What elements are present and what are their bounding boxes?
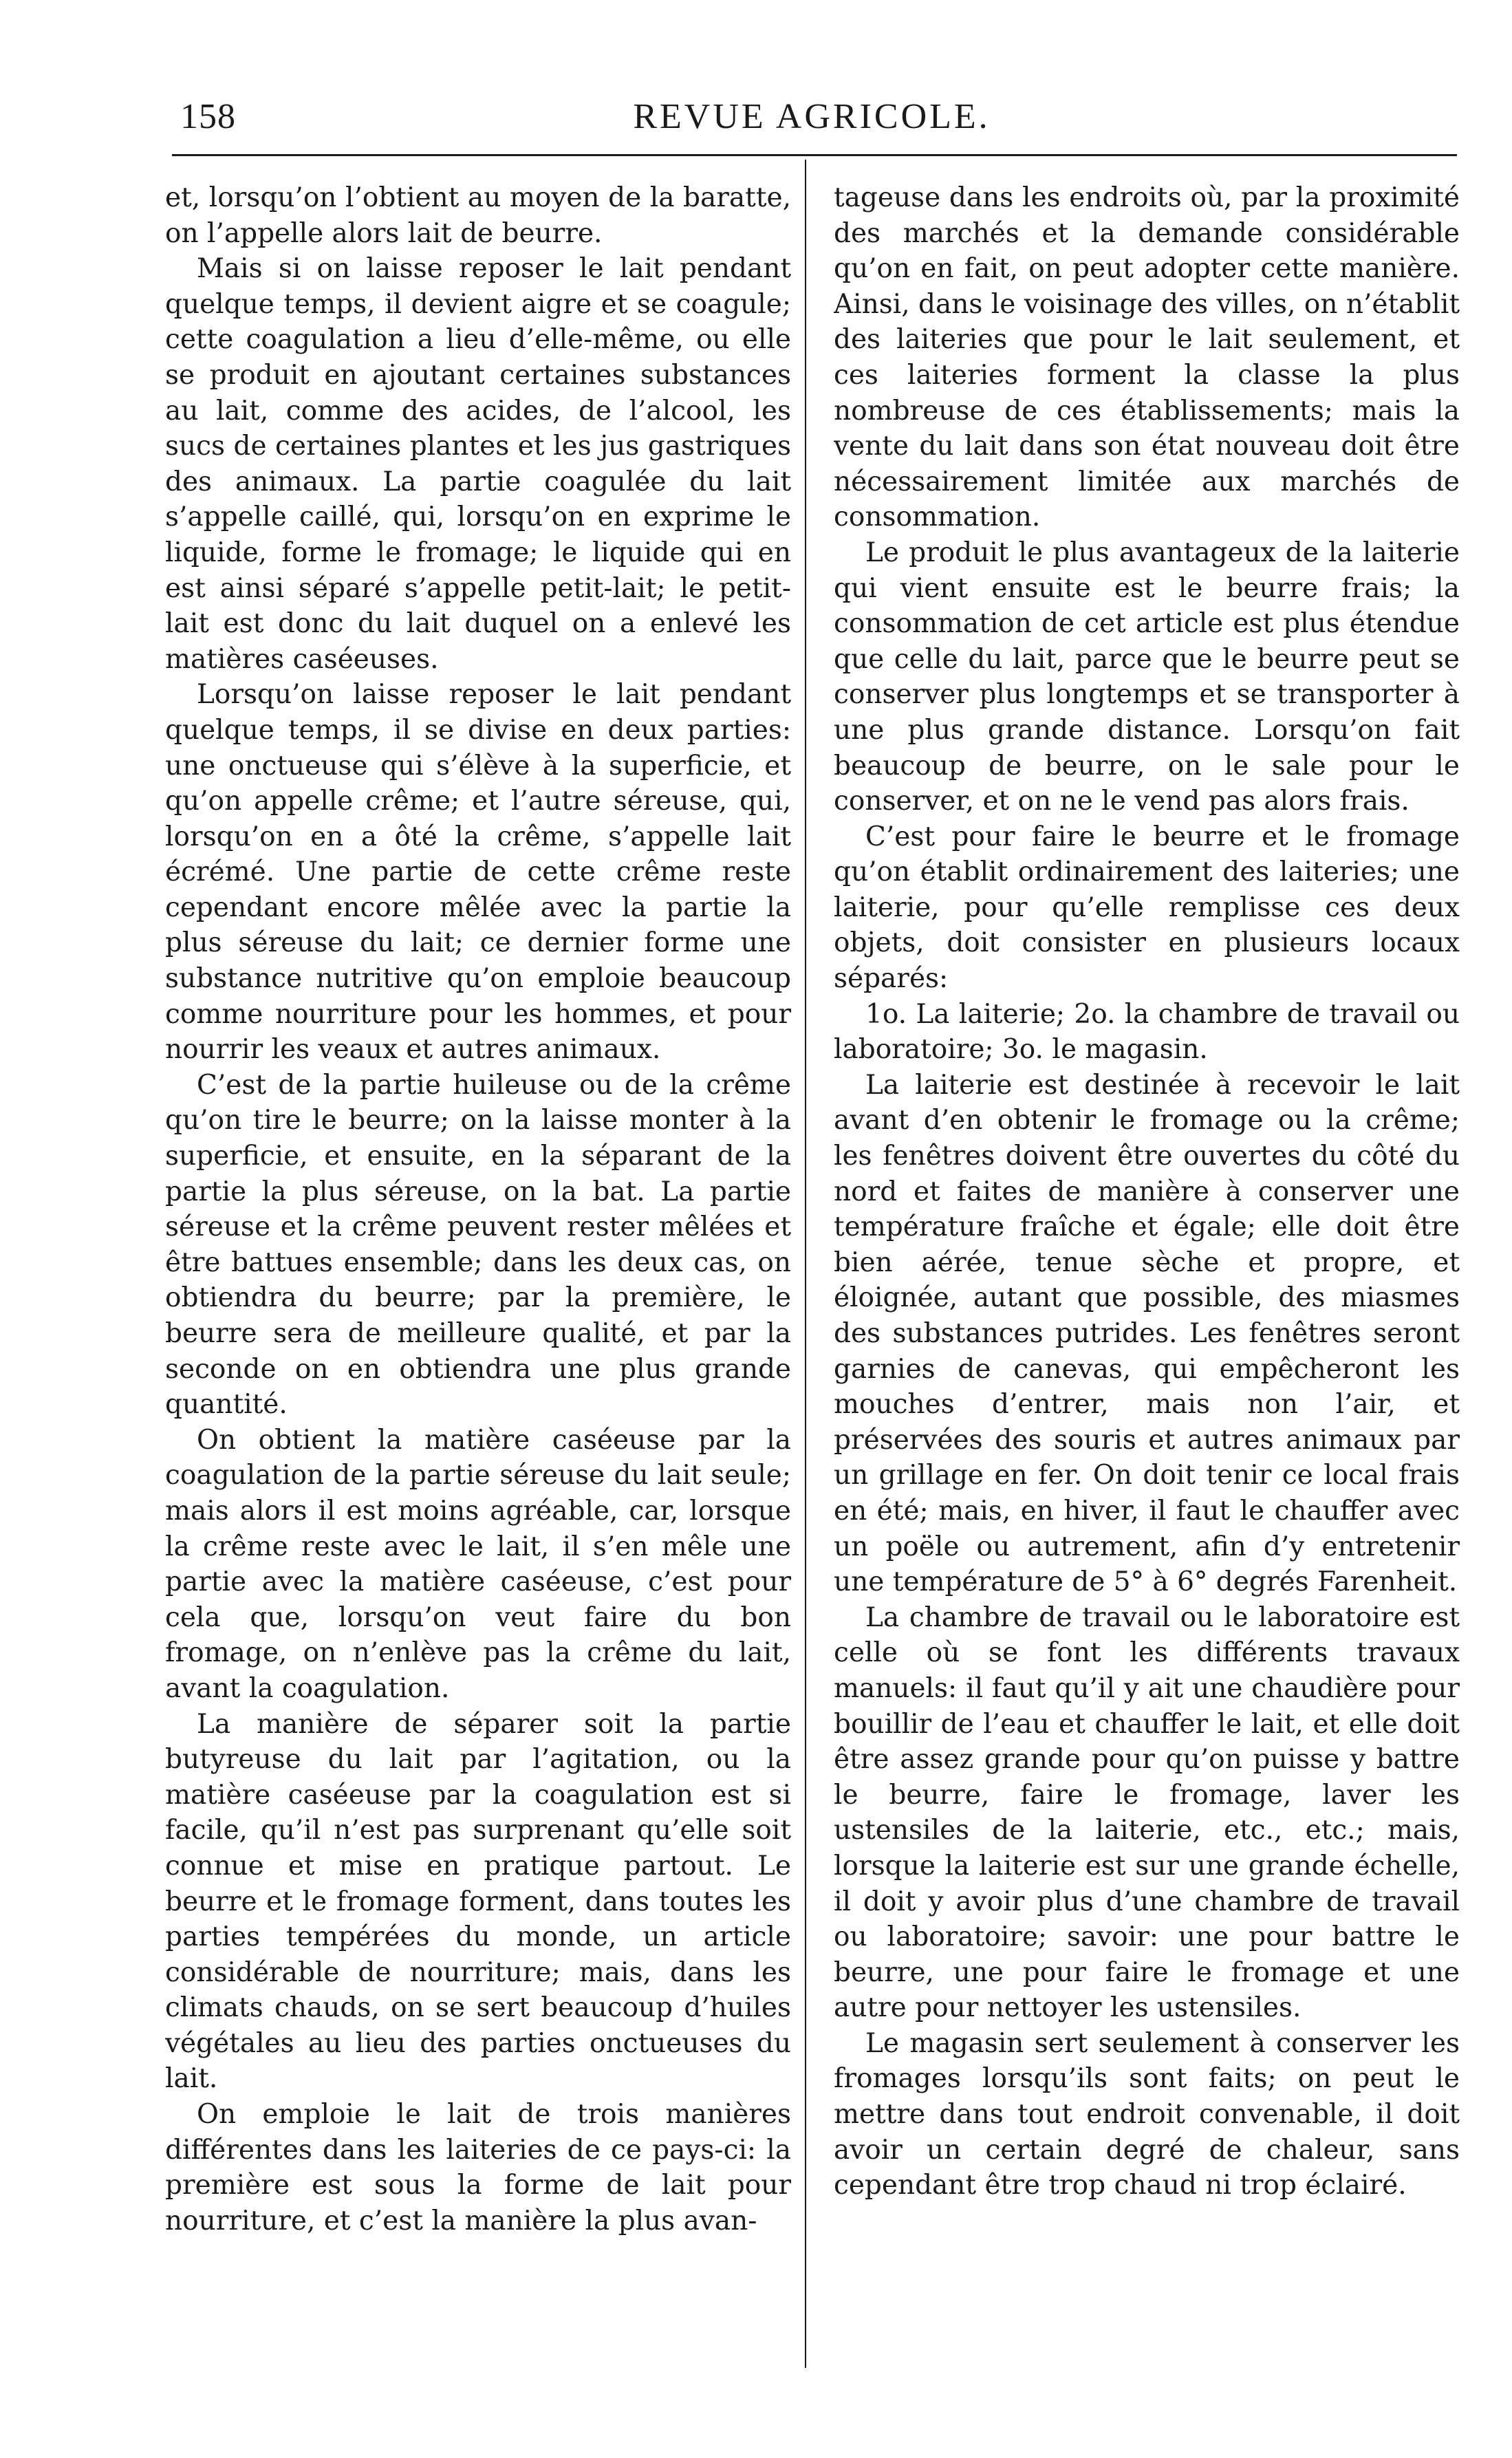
running-title: REVUE AGRICOLE. (633, 97, 991, 136)
paragraph: La manière de séparer soit la partie butyreuse du lait par l’agitation, ou la matière caséeuse par la coagulation est si facile, qu’il n’est pas surprenant qu’elle soit connue et mise en pratique partout. Le beurre et le fromage forment, dans toutes les parties tempérées du monde, un article considérable de nourriture; mais, dans les climats chauds, on se sert beaucoup d’huiles végétales au lieu des parties onctueuses du lait. (165, 1708, 791, 2095)
page-header (172, 89, 1451, 144)
paragraph: On emploie le lait de trois manières différentes dans les laiteries de ce pays-ci: la première est sous la forme de lait pour nourriture, et c’est la manière la plus avan- (165, 2099, 791, 2236)
paragraph: La chambre de travail ou le laboratoire est celle où se font les différents travaux manuels: il faut qu’il y ait une chaudière pour bouillir de l’eau et chauffer le lait, et elle doit être assez grande pour qu’on puisse y battre le beurre, faire le fromage, laver les ustensiles de la laiterie, etc., etc.; mais, lorsque la laiterie est sur une grande échelle, il doit y avoir plus d’une chambre de travail ou laboratoire; savoir: une pour battre le beurre, une pour faire le fromage et une autre pour nettoyer les ustensiles. (834, 1602, 1460, 2024)
paragraph: C’est de la partie huileuse ou de la crême qu’on tire le beurre; on la laisse monter à la superficie, et ensuite, en la séparant de la partie la plus séreuse, on la bat. La partie séreuse et la crême peuvent rester mêlées et être battues ensemble; dans les deux cas, on obtiendra du beurre; par la première, le beurre sera de meilleure qualité, et par la seconde on en obtiendra une plus grande quantité. (165, 1069, 791, 1421)
paragraph: La laiterie est destinée à recevoir le lait avant d’en obtenir le fromage ou la crême; les fenêtres doivent être ouvertes du côté du nord et faites de manière à conserver une température fraîche et égale; elle doit être bien aérée, tenue sèche et propre, et éloignée, autant que possible, des miasmes des substances putrides. Les fenêtres seront garnies de canevas, qui empêcheront les mouches d’entrer, mais non l’air, et préservées des souris et autres animaux par un grillage en fer. On doit tenir ce local frais en été; mais, en hiver, il faut le chauffer avec un poële ou autrement, afin d’y entretenir une température de 5° à 6° degrés Farenheit. (834, 1069, 1460, 1598)
paragraph: C’est pour faire le beurre et le fromage qu’on établit ordinairement des laiteries; une laiterie, pour qu’elle remplisse ces deux objets, doit consister en plusieurs locaux séparés: (834, 821, 1460, 995)
paragraph: On obtient la matière caséeuse par la coagulation de la partie séreuse du lait seule; mais alors il est moins agréable, car, lorsque la crême reste avec le lait, il s’en mêle une partie avec la matière caséeuse, c’est pour cela que, lorsqu’on veut faire du bon fromage, on n’enlève pas la crême du lait, avant la coagulation. (165, 1424, 791, 1704)
page-number: 158 (180, 97, 236, 136)
paragraph: Mais si on laisse reposer le lait pendant quelque temps, il devient aigre et se coagule; cette coagulation a lieu d’elle-même, ou elle se produit en ajoutant certaines substances au lait, comme des acides, de l’alcool, les sucs de certaines plantes et les jus gastriques des animaux. La partie coagulée du lait s’appelle caillé, qui, lorsqu’on en exprime le liquide, forme le fromage; le liquide qui en est ainsi séparé s’appelle petit-lait; le petit-lait est donc du lait duquel on a enlevé les matières caséeuses. (165, 253, 791, 675)
right-column (834, 180, 1460, 2382)
paragraph: tageuse dans les endroits où, par la proximité des marchés et la demande considérable qu’on en fait, on peut adopter cette manière. Ainsi, dans le voisinage des villes, on n’établit des laiteries que pour le lait seulement, et ces laiteries forment la classe la plus nombreuse de ces établissements; mais la vente du lait dans son état nouveau doit être nécessairement limitée aux marchés de consommation. (834, 182, 1460, 533)
left-column (165, 180, 791, 2382)
column-divider (805, 160, 806, 2368)
paragraph: Le produit le plus avantageux de la laiterie qui vient ensuite est le beurre frais; la consommation de cet article est plus étendue que celle du lait, parce que le beurre peut se conserver plus longtemps et se transporter à une plus grande distance. Lorsqu’on fait beaucoup de beurre, on le sale pour le conserver, et on ne le vend pas alors frais. (834, 537, 1460, 817)
paragraph: Lorsqu’on laisse reposer le lait pendant quelque temps, il se divise en deux parties: une onctueuse qui s’élève à la superficie, et qu’on appelle crême; et l’autre séreuse, qui, lorsqu’on en a ôté la crême, s’appelle lait écrémé. Une partie de cette crême reste cependant encore mêlée avec la partie la plus séreuse du lait; ce dernier forme une substance nutritive qu’on emploie beaucoup comme nourriture pour les hommes, et pour nourrir les veaux et autres animaux. (165, 679, 791, 1066)
header-rule (172, 154, 1457, 156)
paragraph: Le magasin sert seulement à conserver les fromages lorsqu’ils sont faits; on peut le mettre dans tout endroit convenable, il doit avoir un certain degré de chaleur, sans cependant être trop chaud ni trop éclairé. (834, 2027, 1460, 2201)
paragraph: et, lorsqu’on l’obtient au moyen de la baratte, on l’appelle alors lait de beurre. (165, 182, 791, 249)
paragraph: 1o. La laiterie; 2o. la chambre de travail ou laboratoire; 3o. le magasin. (834, 998, 1460, 1066)
